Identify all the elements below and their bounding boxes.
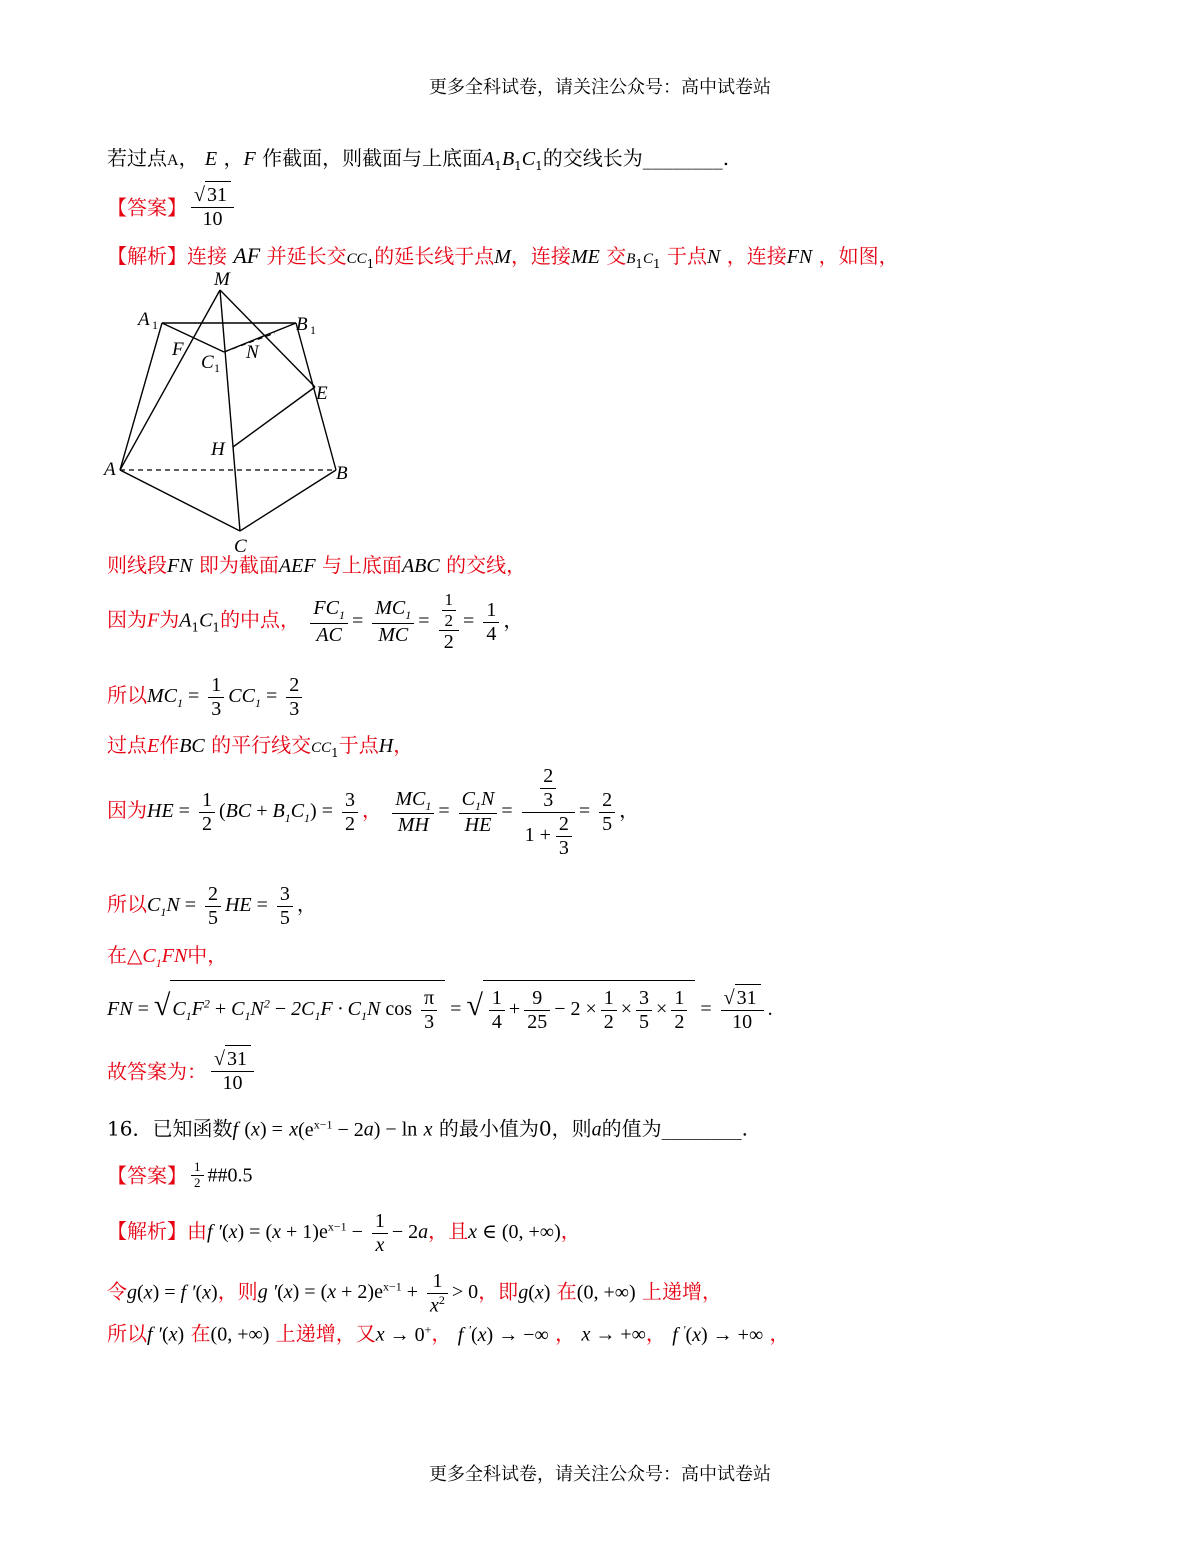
label-c1: C: [201, 352, 214, 373]
analysis-15-line5: 因为HE = $\frac{1}{2}$ $(BC + B_1C_1)$ = $\frac{3}{2}$ ， $\frac{MC_1}{MH}$ = $\frac{C_1N}{HE}$ = $\frac{2}{3}$ 1 + $\frac{2}{3}$ = $\frac{2}{5}$ ，: [107, 765, 640, 859]
analysis-15-line3: 所以$MC_1$ = $\frac{1}{3}$ $CC_1$ = $\frac{2}{3}$: [107, 674, 306, 721]
analysis-15-line6: 所以$C_1N$ = $\frac{2}{5}$ HE = $\frac{3}{5}$ ，: [107, 883, 317, 929]
analysis-16-line1: 【解析】由f $'(x) = (x + 1)e^{x-1}$ − $\frac{1}{x}$ − 2a，且x ∈ (0, +∞)，: [107, 1210, 581, 1256]
label-a1: A: [138, 309, 150, 330]
analysis-16-line3: 所以f ′(x) 在(0, +∞) 上递增，又x → 0+， f ′(x) → −∞ ， x → +∞， f ′(x) → +∞ ，: [107, 1321, 790, 1346]
svg-text:1: 1: [214, 361, 220, 375]
question-15-tail: 若过点A， E ，F 作截面，则截面与上底面$A_1B_1C_1$的交线长为________.: [107, 146, 730, 173]
label-f: F: [172, 339, 184, 360]
analysis-16-line2: 令g(x) = f ′(x)，则g $'(x) = (x + 2)e^{x-1}$ + $\frac{1}{x^2}$ > 0，即g(x) 在(0, +∞) 上递增，: [107, 1270, 722, 1317]
analysis-15-line1: 则线段FN 即为截面AEF 与上底面ABC 的交线，: [107, 553, 527, 577]
analysis-15-line2: 因为F为$A_1C_1$的中点， $\frac{FC_1}{AC}$ = $\frac{MC_1}{MC}$ = $\frac{\frac{1}{2}}{2}$ = $\frac{1}{4}$ ，: [107, 590, 524, 654]
analysis-15-formula: FN = √ $C_1F^2 + C_1N^2 - 2C_1F \cdot C_1N$ cos $\frac{\pi}{3}$ = √ $\frac{1}{4}$ + $\frac{9}{25}$ − 2 × $\frac{1}{2}$ × $\frac{3}{5}$ × $\frac{1}{2}$ = $\frac{√ 31}{10}$ .: [107, 980, 773, 1034]
label-h: H: [211, 439, 225, 460]
page-header: 更多全科试卷，请关注公众号：高中试卷站: [429, 77, 771, 98]
label-a: A: [104, 459, 116, 480]
analysis-15-line4: 过点E作BC 的平行线交$CC_1$于点H，: [107, 733, 414, 760]
frustum-figure: [100, 265, 380, 555]
analysis-15-intro: 【解析】连接 AF 并延长交$CC_1$的延长线于点M，连接ME 交$B_1C_1$ 于点N ，连接FN ，如图，: [107, 243, 899, 271]
label-n: N: [246, 342, 259, 363]
answer-16: 【答案】 $\frac{1}{2}$ ##0.5: [107, 1159, 253, 1190]
page-footer: 更多全科试卷，请关注公众号：高中试卷站: [429, 1464, 771, 1485]
label-e: E: [316, 383, 328, 404]
label-c: C: [234, 536, 247, 555]
answer-15: 【答案】 $\frac{√ 31}{10}$: [107, 184, 238, 231]
label-m: M: [214, 269, 230, 290]
final-answer-15: 故答案为： $\frac{√ 31}{10}$: [107, 1048, 258, 1095]
question-16: 16．已知函数f $(x) = x(e^{x-1} - 2a) - \ln x$ 的最小值为0，则a的值为________.: [107, 1116, 748, 1141]
label-b: B: [336, 463, 348, 484]
analysis-15-line7: 在$\triangle C_1FN$中，: [107, 943, 228, 970]
svg-text:1: 1: [310, 323, 316, 337]
svg-text:1: 1: [152, 318, 158, 332]
label-b1: B: [296, 314, 308, 335]
